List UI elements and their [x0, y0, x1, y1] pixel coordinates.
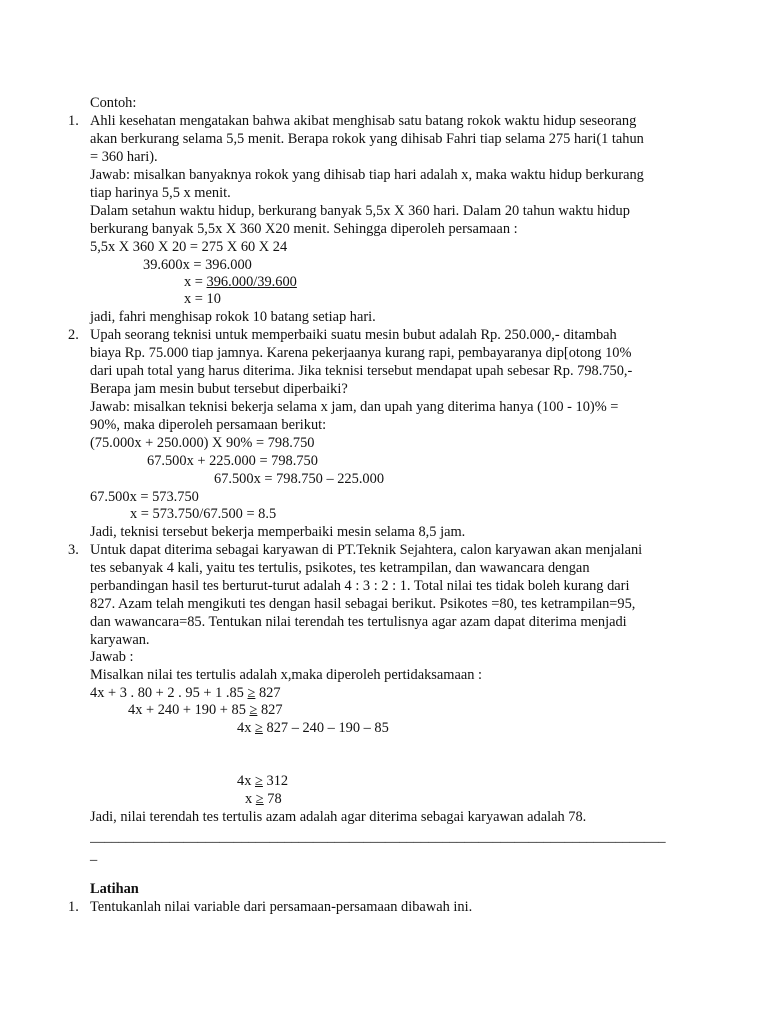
geq-symbol: ≥	[255, 791, 264, 807]
geq-symbol: ≥	[255, 773, 263, 789]
problem-1-line: tiap harinya 5,5 x menit.	[90, 185, 231, 201]
problem-2-equation: x = 573.750/67.500 = 8.5	[130, 506, 277, 522]
inequality-left: 4x + 240 + 190 + 85	[128, 702, 250, 718]
inequality-right: 312	[262, 773, 289, 789]
inequality-left: 4x	[237, 773, 255, 789]
problem-3-inequality	[90, 684, 281, 702]
inequality-right: 827 – 240 – 190 – 85	[262, 720, 389, 736]
inequality-right: 827	[255, 685, 281, 701]
problem-2-line: Berapa jam mesin bubut tersebut diperbaiki?	[90, 381, 348, 397]
exercise-1-text: Tentukanlah nilai variable dari persamaan-persamaan dibawah ini.	[90, 899, 473, 915]
inequality-left: 4x + 3 . 80 + 2 . 95 + 1 .85	[90, 685, 248, 701]
underlined-fraction: 396.000/39.600	[206, 274, 297, 290]
inequality-right: 827	[257, 702, 283, 718]
separator-line: ________________________________________________________________________________	[90, 829, 666, 845]
problem-2-equation: 67.500x = 798.750 – 225.000	[214, 471, 385, 487]
problem-3-line: karyawan.	[90, 632, 150, 648]
geq-symbol: ≥	[255, 720, 263, 736]
problem-3-inequality	[237, 772, 288, 790]
problem-1-line: Jawab: misalkan banyaknya rokok yang dihisab tiap hari adalah x, maka waktu hidup berkurang	[90, 167, 644, 183]
problem-3-conclusion: Jadi, nilai terendah tes tertulis azam adalah agar diterima sebagai karyawan adalah 78.	[90, 809, 587, 825]
separator-tail: _	[90, 847, 98, 863]
problem-2-equation: 67.500x + 225.000 = 798.750	[147, 453, 318, 469]
problem-2-line: dari upah total yang harus diterima. Jika teknisi tersebut mendapat upah sebesar Rp. 798.750,-	[90, 363, 633, 379]
geq-symbol: ≥	[247, 685, 256, 701]
problem-1-equation: 5,5x X 360 X 20 = 275 X 60 X 24	[90, 239, 288, 255]
problem-2-line: 90%, maka diperoleh persamaan berikut:	[90, 417, 327, 433]
problem-2-equation: 67.500x = 573.750	[90, 489, 199, 505]
problem-3-line: Untuk dapat diterima sebagai karyawan di PT.Teknik Sejahtera, calon karyawan akan menjalani	[90, 542, 643, 558]
problem-1-conclusion: jadi, fahri menghisap rokok 10 batang setiap hari.	[90, 309, 376, 325]
geq-symbol: ≥	[249, 702, 258, 718]
problem-3-line: Jawab :	[90, 649, 134, 665]
problem-3-line: 827. Azam telah mengikuti tes dengan hasil sebagai berikut. Psikotes =80, tes ketrampilan=95,	[90, 596, 636, 612]
inequality-right: 78	[263, 791, 282, 807]
problem-1-line: akan berkurang selama 5,5 menit. Berapa rokok yang dihisab Fahri tiap selama 275 hari(1 tahun	[90, 131, 644, 147]
problem-2-number: 2.	[68, 327, 79, 343]
problem-2-equation: (75.000x + 250.000) X 90% = 798.750	[90, 435, 315, 451]
problem-1-line: berkurang banyak 5,5x X 360 X20 menit. Sehingga diperoleh persamaan :	[90, 221, 518, 237]
exercise-heading: Latihan	[90, 881, 139, 897]
inequality-left: 4x	[237, 720, 255, 736]
problem-3-inequality	[128, 701, 283, 719]
problem-2-line: Upah seorang teknisi untuk memperbaiki suatu mesin bubut adalah Rp. 250.000,- ditambah	[90, 327, 617, 343]
problem-3-inequality	[237, 719, 389, 737]
problem-1-equation: 39.600x = 396.000	[143, 257, 252, 273]
problem-2-conclusion: Jadi, teknisi tersebut bekerja memperbaiki mesin selama 8,5 jam.	[90, 524, 466, 540]
problem-1-line: = 360 hari).	[90, 149, 158, 165]
problem-3-line: tes sebanyak 4 kali, yaitu tes tertulis, psikotes, tes ketrampilan, dan wawancara dengan	[90, 560, 590, 576]
problem-3-number: 3.	[68, 542, 79, 558]
problem-3-line: dan wawancara=85. Tentukan nilai terendah tes tertulisnya agar azam dapat diterima menjadi	[90, 614, 627, 630]
inequality-left: x	[245, 791, 256, 807]
problem-1-line: Ahli kesehatan mengatakan bahwa akibat menghisab satu batang rokok waktu hidup seseorang	[90, 113, 637, 129]
problem-3-line: perbandingan hasil tes berturut-turut adalah 4 : 3 : 2 : 1. Total nilai tes tidak boleh kurang dari	[90, 578, 630, 594]
problem-1-equation: x = 10	[184, 291, 221, 307]
problem-1-line: Dalam setahun waktu hidup, berkurang banyak 5,5x X 360 hari. Dalam 20 tahun waktu hidup	[90, 203, 630, 219]
equation-prefix: x =	[184, 274, 207, 290]
problem-1-number: 1.	[68, 113, 79, 129]
problem-3-inequality	[245, 790, 282, 808]
exercise-1-number: 1.	[68, 899, 79, 915]
example-heading: Contoh:	[90, 95, 137, 111]
problem-2-line: Jawab: misalkan teknisi bekerja selama x jam, dan upah yang diterima hanya (100 - 10)% =	[90, 399, 619, 415]
problem-2-line: biaya Rp. 75.000 tiap jamnya. Karena pekerjaanya kurang rapi, pembayaranya dip[otong 10%	[90, 345, 632, 361]
problem-1-equation	[184, 273, 297, 291]
problem-3-line: Misalkan nilai tes tertulis adalah x,maka diperoleh pertidaksamaan :	[90, 667, 483, 683]
